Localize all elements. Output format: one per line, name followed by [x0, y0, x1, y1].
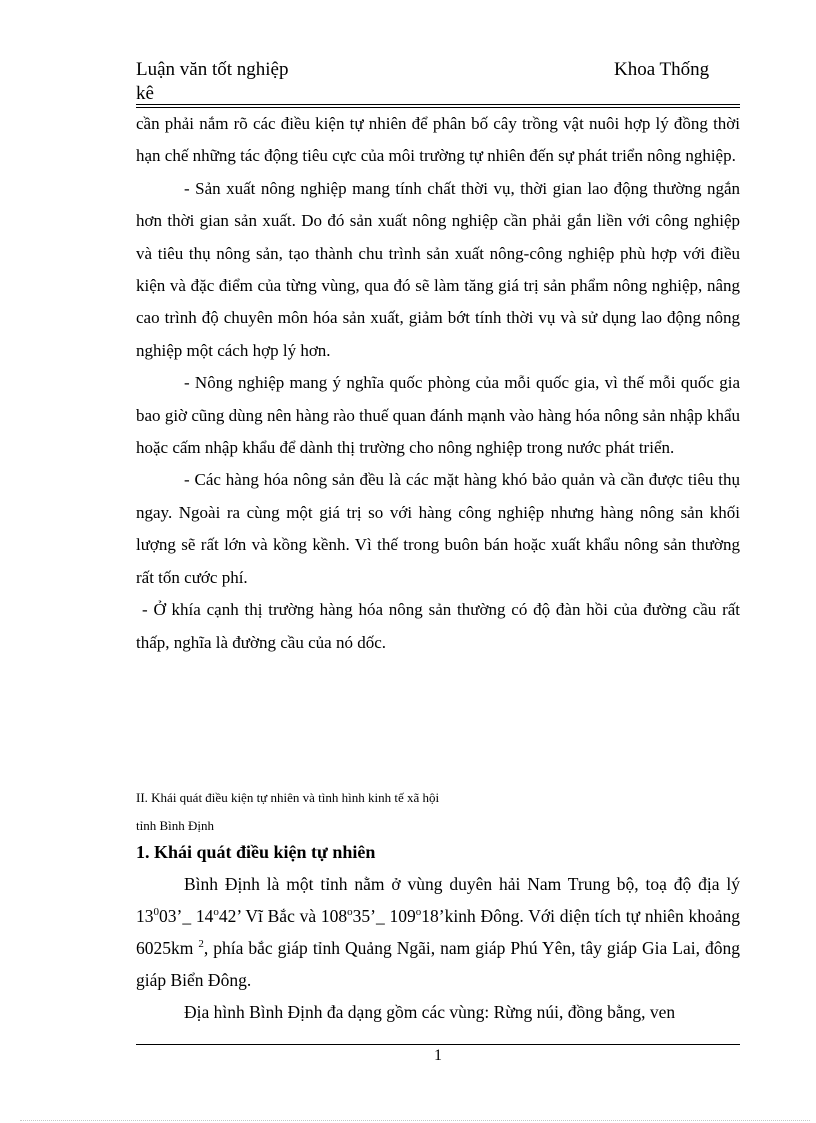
- paragraph-location: [136, 868, 740, 996]
- paragraph-demand-elasticity: - Ở khía cạnh thị trường hàng hóa nông sản thường có độ đàn hồi của đường cầu rất thấp, nghĩa là đường cầu của nó dốc.: [136, 600, 740, 652]
- header-right-text: Khoa Thống: [614, 59, 710, 80]
- paragraph-national-defense: - Nông nghiệp mang ý nghĩa quốc phòng của mỗi quốc gia, vì thế mỗi quốc gia bao giờ cũng dùng nên hàng rào thuế quan đánh mạnh vào hàng hóa nông sản nhập khẩu hoặc cấm nhập khẩu để dành thị trường cho nông nghiệp trong nước phát triển.: [136, 373, 740, 458]
- paragraph-continued: cần phải nắm rõ các điều kiện tự nhiên để phân bố cây trồng vật nuôi hợp lý đồng thời hạn chế những tác động tiêu cực của môi trường tự nhiên đến sự phát triển nông nghiệp.: [136, 114, 740, 166]
- paragraph-preservation: - Các hàng hóa nông sản đều là các mặt hàng khó bảo quản và cần được tiêu thụ ngay. Ngoài ra cùng một giá trị so với hàng công nghiệp nhưng hàng nông sản khối lượng sẽ rất lớn và kồng kềnh. Vì thế trong buôn bán hoặc xuất khẩu nông sản thường rất tốn cước phí.: [136, 470, 740, 587]
- location-text-c: 42’ Vĩ Bắc và 108: [218, 906, 348, 926]
- header-left-text-continued: kê: [136, 83, 154, 104]
- location-text-b: 03’_ 14: [159, 906, 214, 926]
- subsection-title: 1. Khái quát điều kiện tự nhiên: [136, 842, 376, 862]
- area-sup: 2: [198, 938, 204, 951]
- section-heading: [136, 784, 740, 840]
- paragraph-seasonal-production: - Sản xuất nông nghiệp mang tính chất thời vụ, thời gian lao động thường ngắn hơn thời gian sản xuất. Do đó sản xuất nông nghiệp cần phải gắn liền với công nghiệp và tiêu thụ nông sản, tạo thành chu trình sản xuất nông-công nghiệp phù hợp với điều kiện và đặc điểm của từng vùng, qua đó sẽ làm tăng giá trị sản phẩm nông nghiệp, nâng cao trình độ chuyên môn hóa sản xuất, giảm bớt tính thời vụ và sử dụng lao động nông nghiệp một cách hợp lý hơn.: [136, 178, 740, 360]
- location-text-f: , phía bắc giáp tỉnh Quảng Ngãi, nam giáp Phú Yên, tây giáp Gia Lai, đông giáp Biển Đông.: [136, 938, 740, 990]
- body-text: [136, 108, 740, 659]
- degree-sup-1: 0: [153, 906, 159, 919]
- page-bottom-edge: [20, 1120, 810, 1121]
- location-text-e: 18’kinh Đông. Với diện tích tự nhiên khoảng 6025km: [136, 906, 740, 958]
- section-heading-line1: II. Khái quát điều kiện tự nhiên và tình hình kinh tế xã hội: [136, 790, 440, 805]
- location-text-d: 35’_ 109: [352, 906, 416, 926]
- degree-sup-2: o: [213, 906, 219, 919]
- paragraph-terrain: Địa hình Bình Định đa dạng gồm các vùng: Rừng núi, đồng bằng, ven: [184, 1002, 676, 1022]
- subsection-body: [136, 868, 740, 1028]
- degree-sup-3: o: [347, 906, 353, 919]
- location-text-a: Bình Định là một tỉnh nằm ở vùng duyên hải Nam Trung bộ, toạ độ địa lý 13: [136, 874, 740, 926]
- section-heading-line2: tỉnh Bình Định: [136, 818, 215, 833]
- degree-sup-4: o: [415, 906, 422, 919]
- header-left-text: Luận văn tốt nghiệp: [136, 59, 289, 80]
- page-number: 1: [434, 1047, 442, 1064]
